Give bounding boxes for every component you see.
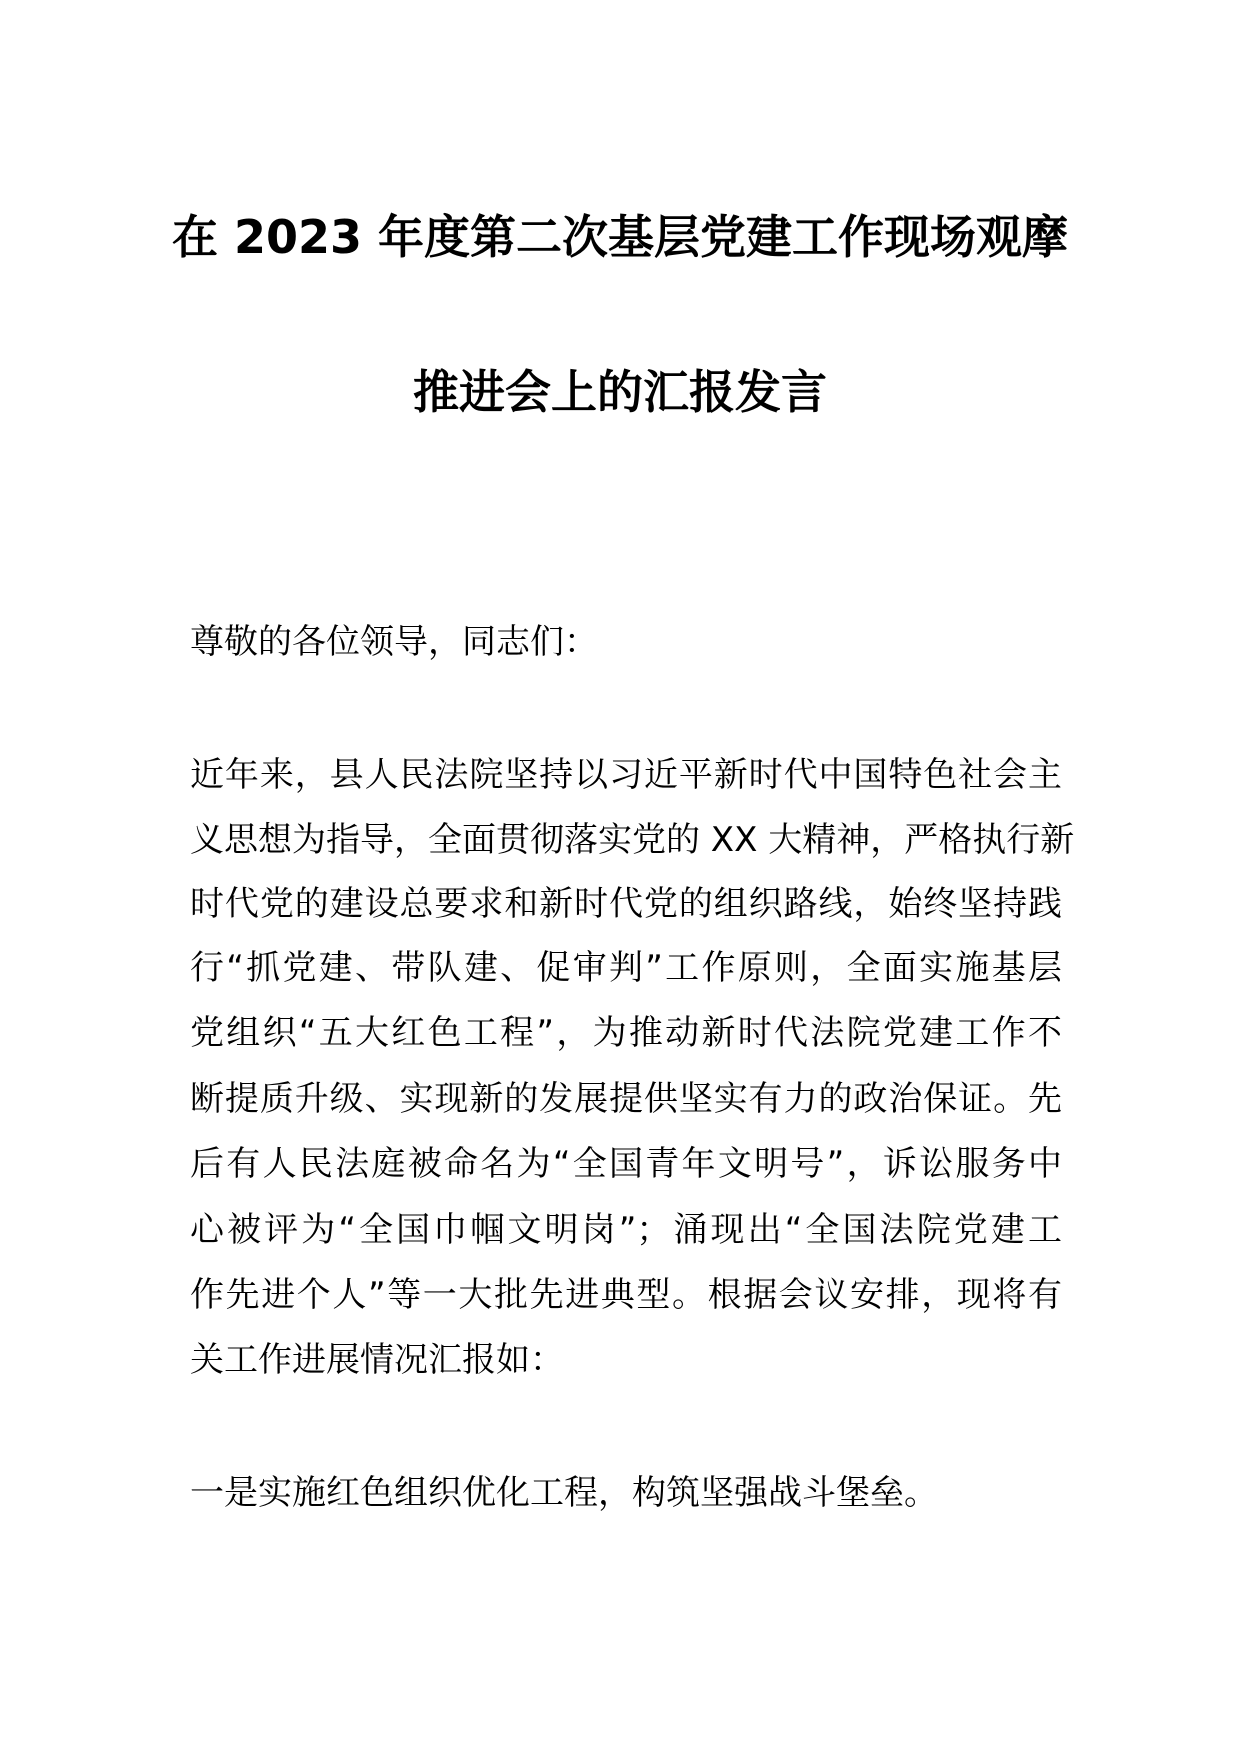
paragraph-line: 关工作进展情况汇报如： bbox=[190, 1340, 564, 1380]
document-title-line-1: 在 2023 年度第二次基层党建工作现场观摩 bbox=[171, 210, 1069, 264]
paragraph-line: 近年来，县人民法院坚持以习近平新时代中国特色社会主 bbox=[190, 755, 1062, 795]
document-title-line-2: 推进会上的汇报发言 bbox=[413, 365, 827, 419]
paragraph-line: 后有人民法庭被命名为“全国青年文明号”，诉讼服务中 bbox=[190, 1144, 1062, 1184]
paragraph-line: 义思想为指导，全面贯彻落实党的 XX 大精神，严格执行新 bbox=[190, 820, 1075, 860]
section-heading: 一是实施红色组织优化工程，构筑坚强战斗堡垒。 bbox=[190, 1473, 938, 1513]
paragraph-line: 心被评为“全国巾帼文明岗”；涌现出“全国法院党建工 bbox=[190, 1210, 1062, 1250]
paragraph-line: 行“抓党建、带队建、促审判”工作原则，全面实施基层 bbox=[190, 948, 1062, 988]
paragraph-line: 时代党的建设总要求和新时代党的组织路线，始终坚持践 bbox=[190, 884, 1062, 924]
paragraph-line: 党组织“五大红色工程”，为推动新时代法院党建工作不 bbox=[190, 1013, 1062, 1053]
paragraph-line: 作先进个人”等一大批先进典型。根据会议安排，现将有 bbox=[190, 1275, 1062, 1315]
paragraph-line: 断提质升级、实现新的发展提供坚实有力的政治保证。先 bbox=[190, 1079, 1062, 1119]
greeting: 尊敬的各位领导，同志们： bbox=[190, 622, 598, 662]
